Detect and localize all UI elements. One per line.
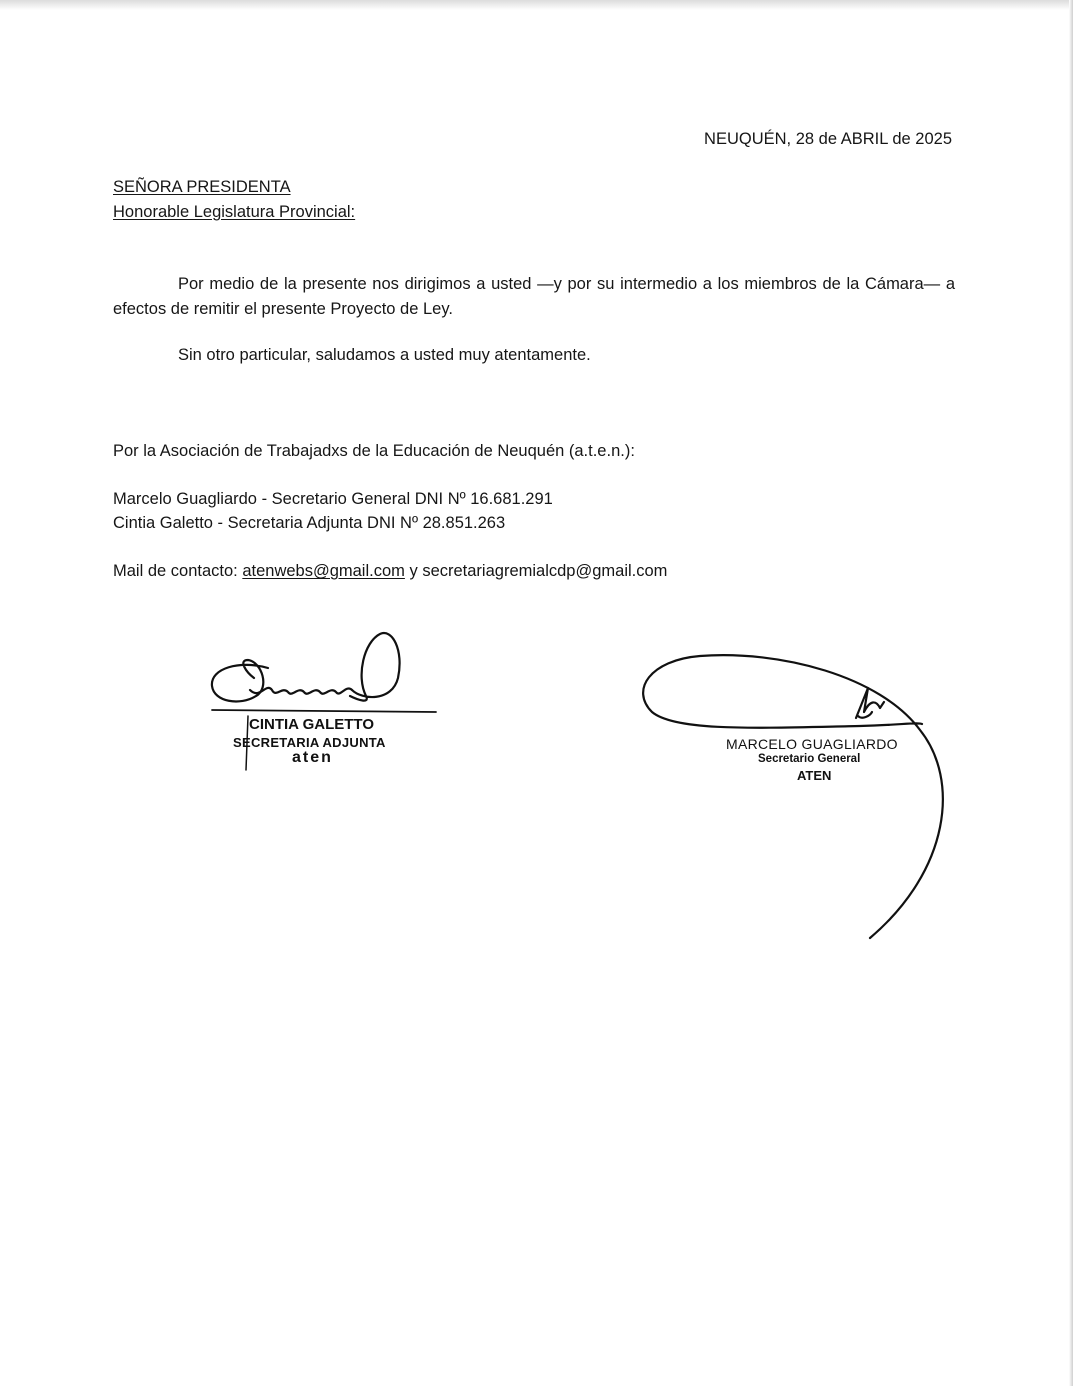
organization-line: Por la Asociación de Trabajadxs de la Educación de Neuquén (a.t.e.n.): bbox=[113, 442, 635, 460]
contact-mail-label: Mail de contacto: bbox=[113, 562, 243, 580]
letter-date: NEUQUÉN, 28 de ABRIL de 2025 bbox=[704, 130, 952, 148]
recipient-institution: Honorable Legislatura Provincial: bbox=[113, 203, 356, 221]
closing-line: Sin otro particular, saludamos a usted muy atentamente. bbox=[178, 346, 591, 364]
stamp-right-role: Secretario General bbox=[758, 753, 861, 765]
recipient-title: SEÑORA PRESIDENTA bbox=[113, 178, 291, 196]
contact-mail-connector: y bbox=[404, 562, 423, 580]
body-paragraph: Por medio de la presente nos dirigimos a usted —y por su intermedio a los miembros de la Cámara— a efectos de remitir el presente Proyecto de Ley. bbox=[113, 275, 955, 318]
signatory-line-1: Marcelo Guagliardo - Secretario General DNI Nº 16.681.291 bbox=[113, 490, 553, 508]
signature-right bbox=[643, 655, 943, 938]
contact-mail-link-1[interactable]: atenwebs@gmail.com bbox=[242, 562, 405, 580]
signatory-line-2: Cintia Galetto - Secretaria Adjunta DNI Nº 28.851.263 bbox=[113, 514, 506, 532]
stamp-right-name: MARCELO GUAGLIARDO bbox=[726, 736, 898, 752]
stamp-right-org: ATEN bbox=[797, 768, 832, 783]
stamp-left-role: SECRETARIA ADJUNTA bbox=[233, 735, 386, 750]
contact-mail-2: secretariagremialcdp@gmail.com bbox=[422, 562, 668, 580]
stamp-left-name: CINTIA GALETTO bbox=[249, 716, 374, 733]
stamp-left-org: aten bbox=[292, 749, 333, 766]
